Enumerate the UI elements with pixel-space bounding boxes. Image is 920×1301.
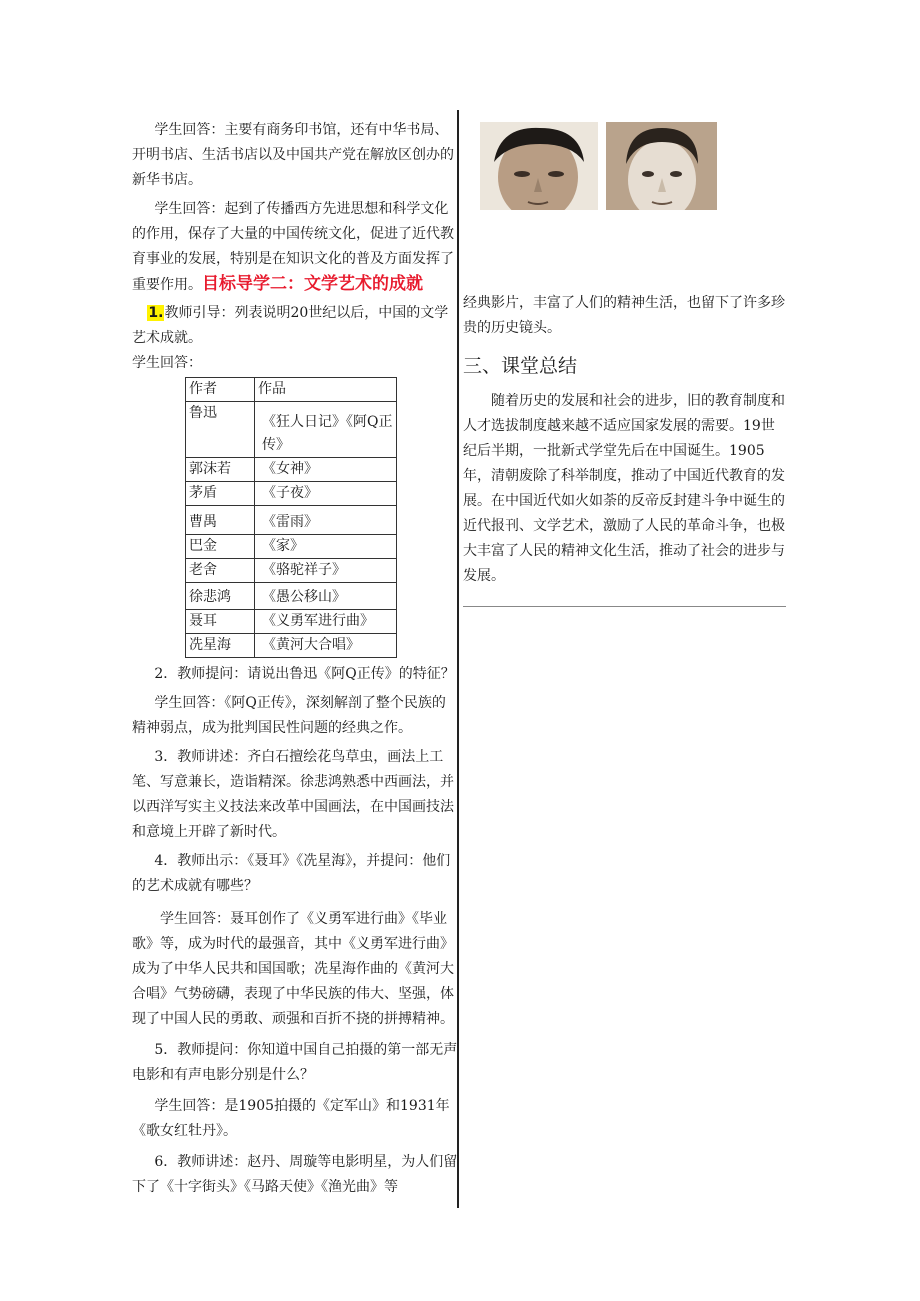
table-row: [186, 482, 397, 506]
question-5: 5．教师提问：你知道中国自己拍摄的第一部无声电影和有声电影分别是什么？: [132, 1042, 458, 1083]
left-column: [132, 118, 458, 1200]
table-cell-work-text: 《狂人日记》《阿Q正传》: [262, 414, 393, 453]
question-1-number: 1.: [148, 305, 164, 321]
photo-group: [463, 118, 786, 283]
table-cell-author: 郭沫若: [186, 458, 255, 482]
portrait-1-image: [480, 122, 598, 210]
film-continuation-text: 经典影片，丰富了人们的精神生活，也留下了许多珍贵的历史镜头。: [463, 295, 785, 336]
table-cell-work-text: 《义勇军进行曲》: [262, 613, 374, 629]
table-cell-author: 巴金: [186, 535, 255, 559]
works-table: [185, 377, 397, 658]
table-cell-author: 冼星海: [186, 634, 255, 658]
table-cell-work: [255, 482, 397, 506]
table-cell-work-text: 《女神》: [262, 461, 318, 477]
answer-label: 学生回答：: [132, 355, 202, 371]
table-cell-author: 徐悲鸿: [186, 583, 255, 610]
table-row: [186, 583, 397, 610]
table-cell-work-text: 《家》: [262, 538, 304, 554]
table-cell-work: [255, 458, 397, 482]
column-divider: [457, 110, 459, 1208]
section-heading-goal-2: 目标导学二：文学艺术的成就: [202, 274, 423, 294]
summary-bottom-rule: [463, 606, 786, 607]
table-header-work: 作品: [255, 378, 397, 402]
teacher-narration-3: 3．教师讲述：齐白石擅绘花鸟草虫，画法上工笔、写意兼长，造诣精深。徐悲鸿熟悉中西画法，并以西洋写实主义技法来改革中国画法，在中国画技法和意境上开辟了新时代。: [132, 749, 454, 840]
table-cell-work-text: 《骆驼祥子》: [262, 562, 346, 578]
table-row: [186, 506, 397, 535]
question-1-text: 教师引导：列表说明20世纪以后，中国的文学艺术成就。: [132, 305, 449, 346]
question-1: [132, 301, 458, 351]
question-2: 2．教师提问：请说出鲁迅《阿Q正传》的特征？: [154, 666, 455, 682]
table-cell-work: [255, 559, 397, 583]
table-header-row: [186, 378, 397, 402]
teacher-narration-6: 6．教师讲述：赵丹、周璇等电影明星，为人们留下了《十字街头》《马路天使》《渔光曲》等: [132, 1154, 458, 1195]
table-row: [186, 559, 397, 583]
table-row: [186, 535, 397, 559]
student-answer-q5: 学生回答：是1905拍摄的《定军山》和1931年《歌女红牡丹》。: [132, 1098, 450, 1139]
table-cell-work: [255, 583, 397, 610]
table-cell-work-text: 《愚公移山》: [262, 589, 346, 605]
table-cell-work-text: 《黄河大合唱》: [262, 637, 360, 653]
section-title-summary: 三、课堂总结: [463, 355, 578, 377]
table-cell-work: [255, 634, 397, 658]
class-summary-paragraph: 随着历史的发展和社会的进步，旧的教育制度和人才选拔制度越来越不适应国家发展的需要。19世纪后半期，一批新式学堂先后在中国诞生。1905年，清朝废除了科举制度，推动了中国近代教育的发展。在中国近代如火如荼的反帝反封建斗争中诞生的近代报刊、文学艺术，激励了人民的革命斗争，也极大丰富了人民的精神文化生活，推动了社会的进步与发展。: [463, 393, 785, 584]
student-answer-2: [132, 197, 458, 298]
table-cell-author: 聂耳: [186, 610, 255, 634]
table-cell-work: [255, 402, 397, 458]
portrait-photo-nie-er: [480, 122, 598, 210]
table-cell-author: 茅盾: [186, 482, 255, 506]
portrait-photo-xian-xinghai: [606, 122, 717, 210]
student-answer-1: 学生回答：主要有商务印书馆，还有中华书局、开明书店、生活书店以及中国共产党在解放区创办的新华书店。: [132, 122, 454, 188]
student-answer-q2: 学生回答：《阿Q正传》，深刻解剖了整个民族的精神弱点，成为批判国民性问题的经典之作。: [132, 695, 446, 736]
table-row: [186, 634, 397, 658]
right-column: [463, 118, 786, 589]
table-row: [186, 610, 397, 634]
table-row: [186, 458, 397, 482]
table-cell-work-text: 《子夜》: [262, 485, 318, 501]
portrait-2-image: [606, 122, 717, 210]
table-cell-author: 鲁迅: [186, 402, 255, 458]
table-cell-work: [255, 610, 397, 634]
table-row: [186, 402, 397, 458]
table-header-author: 作者: [186, 378, 255, 402]
table-cell-work: [255, 506, 397, 535]
table-cell-work-text: 《雷雨》: [262, 514, 318, 530]
student-answer-q4: 学生回答：聂耳创作了《义勇军进行曲》《毕业歌》等，成为时代的最强音，其中《义勇军进行曲》成为了中华人民共和国国歌；冼星海作曲的《黄河大合唱》气势磅礴，表现了中华民族的伟大、坚强，体现了中国人民的勇敢、顽强和百折不挠的拼搏精神。: [132, 911, 454, 1027]
table-cell-author: 老舍: [186, 559, 255, 583]
student-answer-2-text: 学生回答：起到了传播西方先进思想和科学文化的作用，保存了大量的中国传统文化，促进了近代教育事业的发展，特别是在知识文化的普及方面发挥了重要作用。: [132, 201, 454, 293]
table-cell-work: [255, 535, 397, 559]
teacher-show-4: 4．教师出示：《聂耳》《冼星海》，并提问：他们的艺术成就有哪些？: [132, 853, 451, 894]
table-cell-author: 曹禺: [186, 506, 255, 535]
